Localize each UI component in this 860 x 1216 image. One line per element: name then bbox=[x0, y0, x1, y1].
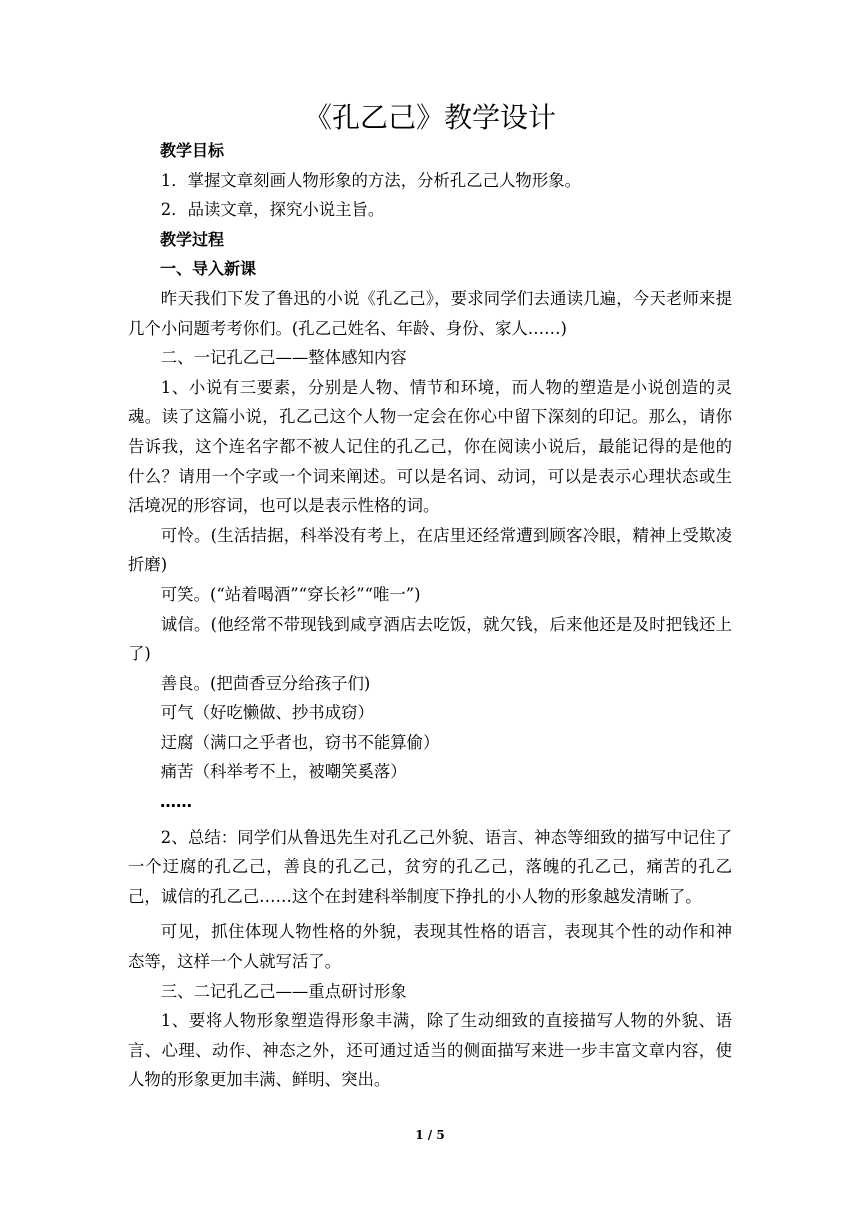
paragraph-intro: 昨天我们下发了鲁迅的小说《孔乙己》，要求同学们去通读几遍，今天老师来提几个小问题考考你们。(孔乙己姓名、年龄、身份、家人……) bbox=[128, 288, 732, 338]
paragraph-side-description: 1、要将人物形象塑造得形象丰满，除了生动细致的直接描写人物的外貌、语言、心理、动作、神态之外，还可通过适当的侧面描写来进一步丰富文章内容，使人物的形象更加丰满、鲜明、突出。 bbox=[128, 1011, 732, 1090]
section-heading-intro: 一、导入新课 bbox=[160, 259, 257, 279]
goal-item-2: 2．品读文章，探究小说主旨。 bbox=[160, 200, 385, 220]
section-heading-first-reading: 二、一记孔乙己——整体感知内容 bbox=[160, 348, 407, 368]
answer-painful: 痛苦（科举考不上，被嘲笑奚落） bbox=[160, 762, 407, 782]
paragraph-conclusion: 可见，抓住体现人物性格的外貌，表现其性格的语言，表现其个性的动作和神态等，这样一个人就写活了。 bbox=[128, 922, 732, 972]
heading-teaching-process: 教学过程 bbox=[160, 229, 225, 249]
page-number: 1 / 5 bbox=[415, 1128, 445, 1142]
ellipsis-line: …… bbox=[160, 792, 192, 812]
heading-teaching-goals: 教学目标 bbox=[160, 141, 225, 160]
answer-pitiful: 可怜。(生活拮据，科举没有考上，在店里还经常遭到顾客冷眼，精神上受欺凌折磨) bbox=[128, 525, 732, 575]
paragraph-summary: 2、总结：同学们从鲁迅先生对孔乙己外貌、语言、神态等细致的描写中记住了一个迂腐的孔乙己，善良的孔乙己，贫穷的孔乙己，落魄的孔乙己，痛苦的孔乙己，诚信的孔乙己……这个在封建科举制度下挣扎的小人物的形象越发清晰了。 bbox=[128, 827, 732, 906]
answer-pedantic: 迂腐（满口之乎者也，窃书不能算偷） bbox=[160, 732, 440, 752]
section-heading-second-reading: 三、二记孔乙己——重点研讨形象 bbox=[160, 981, 407, 1001]
document-title: 《孔乙己》教学设计 bbox=[303, 101, 556, 134]
answer-honest: 诚信。(他经常不带现钱到咸亨酒店去吃饭，就欠钱，后来他还是及时把钱还上了) bbox=[128, 614, 732, 664]
paragraph-elements: 1、小说有三要素，分别是人物、情节和环境，而人物的塑造是小说创造的灵魂。读了这篇小说，孔乙己这个人物一定会在你心中留下深刻的印记。那么，请你告诉我，这个连名字都不被人记住的孔乙己，你在阅读小说后，最能记得的是他的什么？请用一个字或一个词来阐述。可以是名词、动词，可以是表示心理状态或生活境况的形容词，也可以是表示性格的词。 bbox=[128, 377, 732, 516]
document-body bbox=[128, 136, 732, 1095]
goal-item-1: 1．掌握文章刻画人物形象的方法，分析孔乙己人物形象。 bbox=[160, 170, 581, 190]
answer-annoying: 可气（好吃懒做、抄书成窃） bbox=[160, 703, 374, 723]
answer-laughable: 可笑。(“站着喝酒”“穿长衫”“唯一”) bbox=[160, 584, 421, 604]
answer-kind: 善良。(把茴香豆分给孩子们) bbox=[160, 673, 371, 693]
